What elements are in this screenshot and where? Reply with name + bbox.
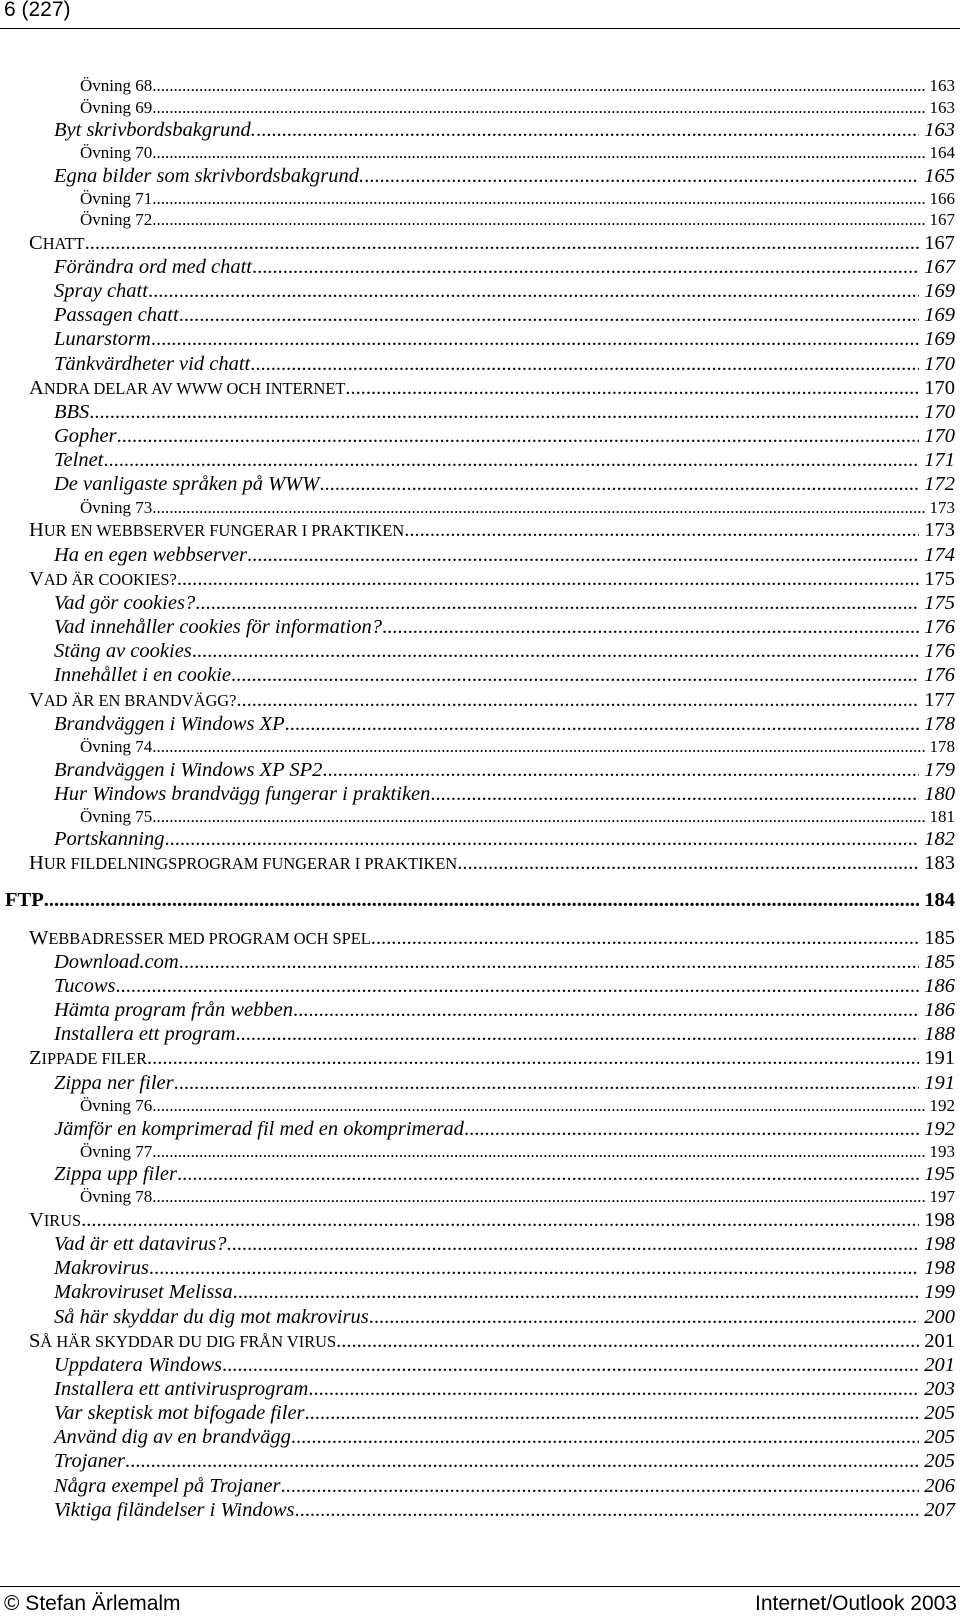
toc-entry-title: Vad gör cookies? bbox=[54, 592, 196, 615]
toc-entry bbox=[54, 998, 955, 1022]
toc-entry-page-number: 173 bbox=[924, 519, 955, 542]
toc-entry-title: Brandväggen i Windows XP SP2 bbox=[54, 758, 323, 781]
toc-entry-page-number: 175 bbox=[924, 592, 955, 615]
toc-entry bbox=[54, 1474, 955, 1498]
toc-entry-page-number: 174 bbox=[924, 543, 955, 566]
toc-entry-page-number: 186 bbox=[924, 999, 955, 1022]
toc-dot-leader bbox=[308, 1377, 919, 1401]
toc-entry-page-number: 178 bbox=[929, 737, 955, 757]
toc-entry-title: Zippa ner filer bbox=[54, 1071, 174, 1094]
toc-entry-page-number: 188 bbox=[924, 1023, 955, 1046]
toc-entry bbox=[29, 1046, 955, 1071]
toc-entry bbox=[54, 974, 955, 998]
toc-entry-title: Så här skyddar du dig mot makrovirus bbox=[54, 1305, 369, 1328]
toc-dot-leader bbox=[149, 1256, 919, 1280]
toc-entry bbox=[54, 164, 955, 188]
toc-entry-page-number: 193 bbox=[929, 1141, 955, 1161]
toc-entry-page-number: 170 bbox=[924, 352, 955, 375]
toc-entry-page-number: 200 bbox=[924, 1305, 955, 1328]
toc-entry-title: Övning 74. bbox=[80, 737, 157, 757]
toc-entry bbox=[80, 188, 955, 210]
footer-document-title: Internet/Outlook 2003 bbox=[755, 1592, 957, 1615]
toc-entry bbox=[54, 712, 955, 736]
toc-entry-title: Övning 71. bbox=[80, 188, 157, 208]
toc-dot-leader bbox=[157, 188, 925, 210]
toc-entry-title: Övning 69. bbox=[80, 97, 157, 117]
toc-entry-title: Övning 72. bbox=[80, 210, 157, 230]
toc-entry-title: Vad är ett datavirus? bbox=[54, 1233, 227, 1256]
toc-entry-page-number: 177 bbox=[924, 688, 955, 711]
toc-entry bbox=[54, 615, 955, 639]
toc-dot-leader bbox=[195, 591, 919, 615]
toc-dot-leader bbox=[157, 142, 925, 164]
toc-dot-leader bbox=[177, 567, 919, 592]
toc-entry bbox=[54, 758, 955, 782]
toc-entry bbox=[54, 1280, 955, 1304]
toc-entry-page-number: 198 bbox=[924, 1257, 955, 1280]
toc-entry-page-number: 167 bbox=[929, 210, 955, 230]
toc-entry-page-number: 176 bbox=[924, 640, 955, 663]
toc-dot-leader bbox=[174, 1071, 920, 1095]
toc-entry bbox=[54, 1117, 955, 1141]
toc-entry bbox=[54, 118, 955, 142]
toc-entry-title: Vad innehåller cookies för information? bbox=[54, 616, 382, 639]
toc-dot-leader bbox=[291, 1425, 919, 1449]
toc-entry-title: Stäng av cookies bbox=[54, 640, 192, 663]
toc-entry bbox=[54, 1449, 955, 1473]
toc-entry-page-number: 185 bbox=[924, 926, 955, 949]
toc-dot-leader bbox=[192, 639, 919, 663]
toc-entry bbox=[80, 806, 955, 828]
toc-entry-page-number: 172 bbox=[924, 473, 955, 496]
toc-entry bbox=[54, 1353, 955, 1377]
toc-entry bbox=[5, 876, 955, 926]
toc-entry-title: Övning 76. bbox=[80, 1096, 157, 1116]
toc-entry-page-number: 175 bbox=[924, 567, 955, 590]
toc-dot-leader bbox=[157, 209, 925, 231]
toc-entry-page-number: 163 bbox=[929, 97, 955, 117]
toc-entry bbox=[54, 303, 955, 327]
toc-entry bbox=[80, 1095, 955, 1117]
toc-entry bbox=[29, 1208, 955, 1233]
toc-entry bbox=[54, 448, 955, 472]
toc-dot-leader bbox=[295, 1498, 920, 1522]
toc-entry-page-number: 185 bbox=[924, 951, 955, 974]
toc-entry-page-number: 170 bbox=[924, 376, 955, 399]
toc-entry-title: Brandväggen i Windows XP bbox=[54, 713, 285, 735]
toc-dot-leader bbox=[369, 1305, 920, 1329]
toc-dot-leader bbox=[222, 1353, 919, 1377]
toc-entry-page-number: 167 bbox=[924, 256, 955, 279]
toc-entry bbox=[80, 142, 955, 164]
toc-entry-page-number: 176 bbox=[924, 616, 955, 639]
toc-dot-leader bbox=[457, 851, 919, 876]
toc-entry bbox=[54, 639, 955, 663]
header-rule bbox=[0, 28, 960, 29]
toc-entry-page-number: 182 bbox=[924, 828, 955, 851]
toc-entry-page-number: 203 bbox=[924, 1378, 955, 1401]
toc-entry-title: WEBBADRESSER MED PROGRAM OCH SPEL bbox=[29, 926, 371, 949]
toc-dot-leader bbox=[336, 1329, 919, 1354]
toc-dot-leader bbox=[247, 543, 919, 567]
toc-entry bbox=[54, 472, 955, 496]
toc-dot-leader bbox=[252, 255, 919, 279]
toc-entry bbox=[54, 327, 955, 351]
toc-entry-title: Lunarstorm bbox=[54, 328, 151, 351]
toc-dot-leader bbox=[89, 400, 919, 424]
toc-entry-page-number: 207 bbox=[924, 1498, 955, 1521]
toc-dot-leader bbox=[117, 424, 920, 448]
toc-dot-leader bbox=[293, 998, 919, 1022]
toc-dot-leader bbox=[85, 231, 920, 256]
toc-entry-page-number: 198 bbox=[924, 1233, 955, 1256]
toc-entry bbox=[29, 231, 955, 256]
toc-entry-title: Övning 73. bbox=[80, 497, 157, 517]
toc-entry bbox=[54, 1071, 955, 1095]
toc-dot-leader bbox=[147, 1046, 919, 1071]
toc-dot-leader bbox=[164, 827, 919, 851]
toc-entry bbox=[80, 497, 955, 519]
toc-dot-leader bbox=[157, 75, 925, 97]
toc-entry bbox=[80, 1186, 955, 1208]
toc-entry-title: VIRUS bbox=[29, 1208, 82, 1231]
toc-entry-page-number: 205 bbox=[924, 1426, 955, 1449]
toc-entry-title: Trojaner bbox=[54, 1450, 126, 1473]
toc-dot-leader bbox=[256, 118, 919, 142]
toc-entry bbox=[54, 279, 955, 303]
toc-dot-leader bbox=[430, 782, 919, 806]
toc-entry-page-number: 173 bbox=[929, 497, 955, 517]
toc-dot-leader bbox=[157, 806, 925, 828]
toc-entry-title: Hämta program från webben bbox=[54, 999, 293, 1022]
toc-entry-title: Tucows bbox=[54, 975, 116, 998]
toc-dot-leader bbox=[179, 950, 920, 974]
toc-entry-page-number: 205 bbox=[924, 1450, 955, 1473]
toc-entry-title: Förändra ord med chatt bbox=[54, 256, 252, 279]
toc-dot-leader bbox=[179, 303, 920, 327]
toc-dot-leader bbox=[404, 518, 919, 543]
toc-entry bbox=[54, 1377, 955, 1401]
toc-entry bbox=[54, 543, 955, 567]
toc-dot-leader bbox=[371, 926, 919, 951]
toc-entry-title: HUR EN WEBBSERVER FUNGERAR I PRAKTIKEN bbox=[29, 519, 405, 542]
toc-dot-leader bbox=[157, 1095, 925, 1117]
toc-entry-title: Övning 75. bbox=[80, 806, 157, 826]
toc-entry bbox=[54, 1162, 955, 1186]
toc-entry-title: Byt skrivbordsbakgrund. bbox=[54, 119, 256, 141]
toc-entry-title: Var skeptisk mot bifogade filer bbox=[54, 1402, 305, 1425]
toc-dot-leader bbox=[157, 1186, 925, 1208]
toc-dot-leader bbox=[103, 448, 919, 472]
toc-dot-leader bbox=[233, 1280, 920, 1304]
toc-dot-leader bbox=[157, 497, 925, 519]
toc-entry bbox=[80, 209, 955, 231]
toc-entry-page-number: 192 bbox=[929, 1096, 955, 1116]
toc-entry-page-number: 167 bbox=[924, 231, 955, 254]
toc-entry bbox=[80, 75, 955, 97]
toc-entry bbox=[29, 376, 955, 401]
toc-entry bbox=[29, 851, 955, 876]
toc-entry bbox=[54, 352, 955, 376]
toc-entry bbox=[54, 1256, 955, 1280]
toc-entry-title: VAD ÄR COOKIES? bbox=[29, 567, 177, 590]
toc-entry-page-number: 199 bbox=[924, 1281, 955, 1304]
toc-entry-page-number: 169 bbox=[924, 328, 955, 351]
toc-entry-page-number: 205 bbox=[924, 1402, 955, 1425]
toc-entry bbox=[29, 567, 955, 592]
toc-entry-page-number: 178 bbox=[924, 713, 955, 735]
toc-dot-leader bbox=[382, 615, 919, 639]
toc-entry-title: Gopher bbox=[54, 425, 117, 448]
toc-entry bbox=[54, 1401, 955, 1425]
toc-dot-leader bbox=[235, 1022, 919, 1046]
toc-dot-leader bbox=[464, 1117, 919, 1141]
toc-entry-title: De vanligaste språken på WWW bbox=[54, 473, 320, 496]
toc-entry-page-number: 169 bbox=[924, 304, 955, 327]
toc-entry-page-number: 192 bbox=[924, 1117, 955, 1140]
toc-entry-title: Använd dig av en brandvägg bbox=[54, 1426, 291, 1449]
toc-entry-page-number: 184 bbox=[924, 888, 955, 911]
toc-entry-title: Övning 68. bbox=[80, 76, 157, 95]
footer-rule bbox=[0, 1586, 960, 1587]
toc-entry bbox=[54, 663, 955, 687]
toc-entry-page-number: 169 bbox=[924, 280, 955, 303]
toc-entry bbox=[54, 782, 955, 806]
toc-dot-leader bbox=[157, 736, 925, 758]
toc-dot-leader bbox=[345, 376, 919, 401]
toc-entry-page-number: 171 bbox=[924, 449, 955, 472]
toc-entry bbox=[54, 424, 955, 448]
toc-entry bbox=[29, 1329, 955, 1354]
toc-dot-leader bbox=[305, 1401, 920, 1425]
toc-entry-title: Ha en egen webbserver bbox=[54, 543, 247, 566]
toc-dot-leader bbox=[227, 1232, 920, 1256]
toc-entry-page-number: 163 bbox=[929, 76, 955, 95]
toc-entry bbox=[54, 400, 955, 424]
toc-entry bbox=[54, 591, 955, 615]
toc-entry bbox=[54, 950, 955, 974]
toc-entry-page-number: 163 bbox=[924, 119, 955, 141]
toc-entry-title: BBS bbox=[54, 401, 90, 424]
toc-entry-page-number: 206 bbox=[924, 1474, 955, 1497]
toc-entry-title: Telnet bbox=[54, 449, 104, 472]
toc-entry-title: Installera ett antivirusprogram bbox=[54, 1378, 309, 1401]
toc-entry-title: Installera ett program bbox=[54, 1023, 236, 1046]
toc-entry-title: CHATT bbox=[29, 231, 85, 254]
toc-entry-page-number: 176 bbox=[924, 664, 955, 687]
toc-entry-title: Tänkvärdheter vid chatt bbox=[54, 352, 251, 375]
toc-entry-title: Passagen chatt bbox=[54, 304, 179, 327]
toc-entry bbox=[54, 1022, 955, 1046]
toc-dot-leader bbox=[157, 97, 925, 119]
toc-entry-page-number: 201 bbox=[924, 1354, 955, 1377]
toc-dot-leader bbox=[231, 663, 919, 687]
toc-entry-title: Uppdatera Windows bbox=[54, 1354, 222, 1377]
toc-entry bbox=[80, 1141, 955, 1163]
toc-entry-page-number: 183 bbox=[924, 852, 955, 875]
toc-dot-leader bbox=[285, 712, 920, 736]
toc-entry bbox=[54, 1232, 955, 1256]
toc-entry-title: Viktiga filändelser i Windows bbox=[54, 1498, 295, 1521]
toc-entry-page-number: 191 bbox=[924, 1071, 955, 1094]
toc-entry-page-number: 180 bbox=[924, 782, 955, 805]
toc-entry-title: Download.com bbox=[54, 951, 179, 974]
toc-entry-page-number: 198 bbox=[924, 1208, 955, 1231]
toc-entry-title: SÅ HÄR SKYDDAR DU DIG FRÅN VIRUS bbox=[29, 1329, 337, 1352]
toc-dot-leader bbox=[44, 876, 920, 926]
toc-entry-page-number: 191 bbox=[924, 1047, 955, 1070]
toc-dot-leader bbox=[116, 974, 920, 998]
toc-dot-leader bbox=[322, 758, 919, 782]
toc-entry-title: Zippa upp filer bbox=[54, 1163, 178, 1186]
toc-entry-page-number: 197 bbox=[929, 1187, 955, 1207]
toc-entry bbox=[54, 1305, 955, 1329]
toc-dot-leader bbox=[125, 1449, 919, 1473]
toc-entry bbox=[54, 255, 955, 279]
toc-entry-title: Några exempel på Trojaner bbox=[54, 1474, 281, 1497]
toc-entry-title: Övning 70. bbox=[80, 143, 157, 163]
toc-entry bbox=[54, 1498, 955, 1522]
toc-dot-leader bbox=[81, 1208, 919, 1233]
toc-dot-leader bbox=[177, 1162, 919, 1186]
toc-entry-title: Makroviruset Melissa bbox=[54, 1281, 233, 1304]
toc-entry-page-number: 170 bbox=[924, 425, 955, 448]
toc-dot-leader bbox=[280, 1474, 919, 1498]
toc-entry bbox=[80, 97, 955, 119]
toc-entry bbox=[54, 1425, 955, 1449]
toc-dot-leader bbox=[364, 164, 919, 188]
toc-entry-page-number: 181 bbox=[929, 806, 955, 826]
toc-entry-title: HUR FILDELNINGSPROGRAM FUNGERAR I PRAKTIKEN bbox=[29, 852, 458, 875]
toc-entry-title: ANDRA DELAR AV WWW OCH INTERNET bbox=[29, 376, 346, 399]
toc-dot-leader bbox=[148, 279, 919, 303]
footer-author: © Stefan Ärlemalm bbox=[4, 1592, 181, 1615]
toc-entry-page-number: 195 bbox=[924, 1163, 955, 1186]
toc-entry bbox=[29, 518, 955, 543]
toc-entry-title: Hur Windows brandvägg fungerar i praktiken bbox=[54, 782, 431, 805]
toc-entry-page-number: 186 bbox=[924, 975, 955, 998]
toc-entry bbox=[29, 688, 955, 713]
toc-entry-title: ZIPPADE FILER bbox=[29, 1047, 148, 1070]
toc-entry-page-number: 164 bbox=[929, 143, 955, 163]
toc-entry-page-number: 166 bbox=[929, 188, 955, 208]
toc-entry-title: Egna bilder som skrivbordsbakgrund. bbox=[54, 164, 365, 187]
toc-entry-title: Övning 78. bbox=[80, 1187, 157, 1207]
toc-entry-page-number: 165 bbox=[924, 164, 955, 187]
toc-entry-title: Jämför en komprimerad fil med en okomprimerad bbox=[54, 1117, 464, 1140]
toc-entry bbox=[54, 827, 955, 851]
toc-dot-leader bbox=[151, 327, 919, 351]
toc-dot-leader bbox=[319, 472, 919, 496]
toc-dot-leader bbox=[250, 352, 919, 376]
toc-entry-title: VAD ÄR EN BRANDVÄGG? bbox=[29, 688, 237, 711]
toc-entry-title: Övning 77. bbox=[80, 1141, 157, 1161]
toc-entry bbox=[29, 926, 955, 951]
toc-entry-title: Spray chatt bbox=[54, 280, 148, 303]
toc-entry-page-number: 179 bbox=[924, 758, 955, 781]
toc-entry bbox=[80, 736, 955, 758]
toc-entry-title: Makrovirus bbox=[54, 1257, 149, 1280]
toc-entry-title: FTP bbox=[5, 888, 44, 911]
toc-dot-leader bbox=[236, 688, 919, 713]
table-of-contents bbox=[0, 75, 955, 1522]
toc-entry-page-number: 201 bbox=[924, 1329, 955, 1352]
page-number-header: 6 (227) bbox=[4, 0, 71, 21]
toc-entry-title: Portskanning bbox=[54, 828, 165, 851]
toc-entry-title: Innehållet i en cookie bbox=[54, 664, 232, 687]
toc-entry-page-number: 170 bbox=[924, 401, 955, 424]
toc-dot-leader bbox=[157, 1141, 925, 1163]
